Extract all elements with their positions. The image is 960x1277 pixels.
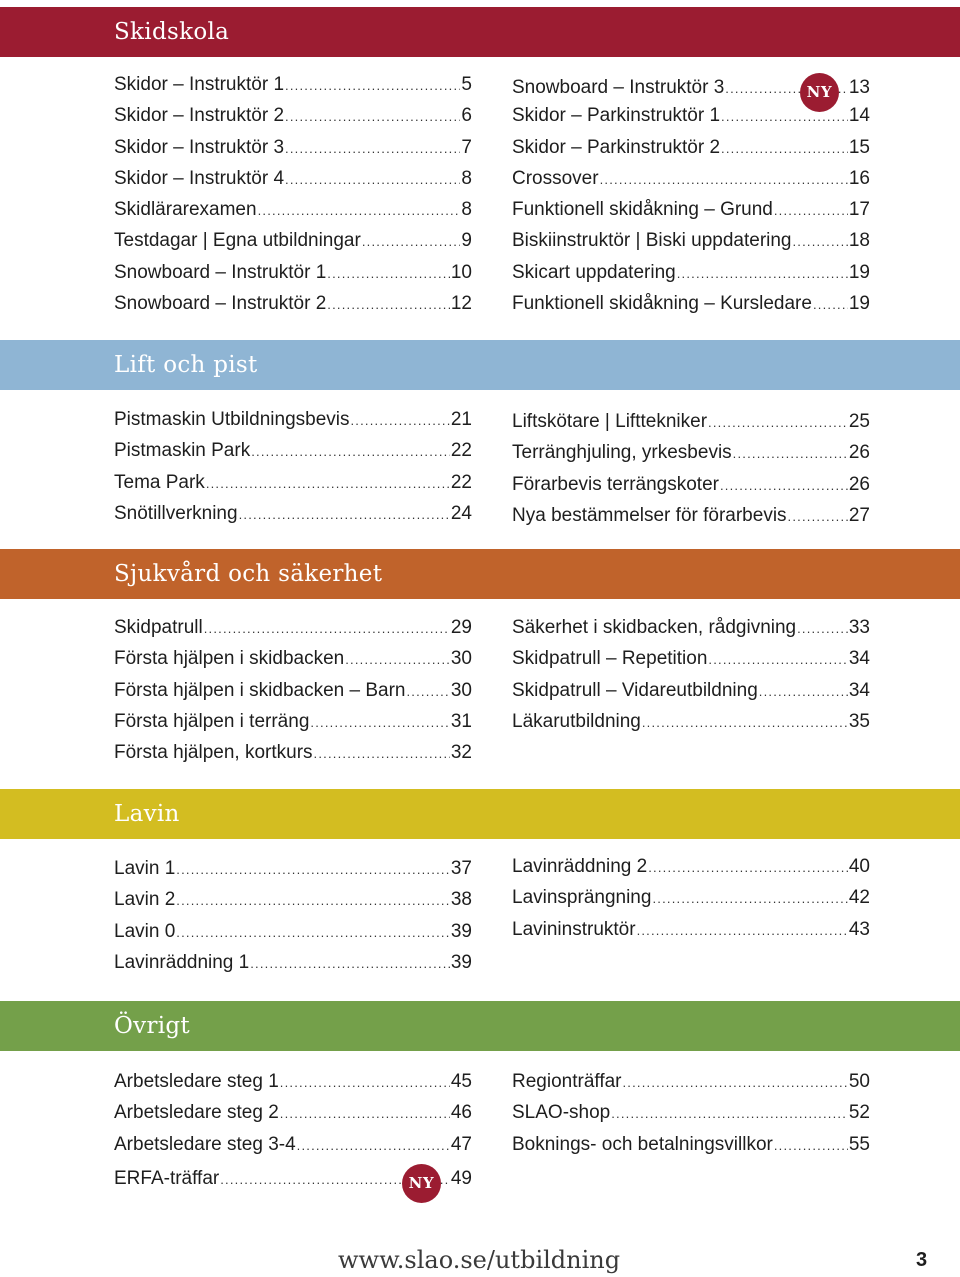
toc-entry-page: 38	[450, 889, 472, 911]
toc-entry-title: Säkerhet i skidbacken, rådgivning	[512, 617, 797, 638]
toc-entry-title: Förarbevis terrängskoter	[512, 473, 719, 495]
toc-entry	[114, 1066, 472, 1097]
toc-entry-page: 29	[450, 617, 472, 638]
toc-entry-title: Skidor – Instruktör 2	[114, 105, 285, 127]
toc-entry-page: 40	[848, 856, 870, 877]
dot-leader	[327, 258, 450, 289]
dot-leader	[611, 1098, 848, 1129]
dot-leader	[280, 1067, 450, 1098]
toc-column-left	[114, 612, 472, 768]
toc-entry-title: Pistmaskin Park	[114, 440, 251, 462]
toc-entry-page: 21	[450, 409, 472, 430]
toc-entry-page: 6	[461, 105, 472, 127]
dot-leader	[362, 226, 461, 257]
toc-entry-page: 22	[450, 471, 472, 493]
dot-leader	[600, 164, 848, 195]
dot-leader	[648, 852, 848, 883]
toc-entry-title: Snowboard – Instruktör 3	[512, 76, 725, 98]
toc-entry	[114, 288, 472, 319]
toc-entry-page: 13	[848, 76, 870, 98]
toc-entry	[114, 1129, 472, 1160]
dot-leader	[677, 258, 848, 289]
toc-entry-title: Skidpatrull	[114, 617, 203, 638]
toc-entry	[114, 132, 472, 163]
section-title: Övrigt	[114, 1013, 190, 1039]
toc-entry-page: 16	[848, 167, 870, 189]
toc-entry-page: 31	[450, 710, 472, 732]
toc-column-right	[512, 612, 870, 737]
toc-entry-title: SLAO-shop	[512, 1102, 611, 1124]
toc-entry	[114, 257, 472, 288]
toc-entry-title: Snowboard – Instruktör 2	[114, 293, 327, 315]
toc-entry-title: Nya bestämmelser för förarbevis	[512, 504, 787, 526]
toc-entry	[512, 132, 870, 163]
toc-entry-title: Funktionell skidåkning – Grund	[512, 199, 773, 221]
toc-entry-title: Regionträffar	[512, 1071, 622, 1092]
toc-entry-page: 42	[848, 887, 870, 909]
toc-entry-title: Skicart uppdatering	[512, 261, 676, 283]
dot-leader	[637, 915, 848, 946]
dot-leader	[813, 289, 848, 320]
toc-entry-page: 18	[848, 230, 870, 252]
toc-entry-page: 17	[848, 199, 870, 221]
toc-entry-page: 25	[848, 411, 870, 432]
toc-entry	[512, 437, 870, 468]
section-header-skidskola	[0, 7, 960, 57]
toc-entry-title: Biskiinstruktör | Biski uppdatering	[512, 230, 792, 252]
section-header-ovrigt	[0, 1001, 960, 1051]
toc-entry-page: 45	[450, 1071, 472, 1092]
dot-leader	[285, 133, 460, 164]
toc-entry	[114, 675, 472, 706]
dot-leader	[285, 70, 460, 101]
toc-entry	[512, 706, 870, 737]
dot-leader	[725, 73, 805, 104]
toc-entry	[114, 916, 472, 947]
toc-entry-page: 8	[461, 199, 472, 221]
toc-entry	[512, 643, 870, 674]
toc-entry-title: Läkarutbildning	[512, 710, 641, 732]
toc-entry-title: Crossover	[512, 167, 599, 189]
toc-column-left	[114, 1066, 472, 1191]
toc-entry-title: Lavinräddning 2	[512, 856, 648, 877]
section-header-lift-och-pist	[0, 340, 960, 390]
dot-leader	[351, 405, 450, 436]
toc-entry	[114, 100, 472, 131]
toc-entry-title: Lavinräddning 1	[114, 951, 250, 973]
toc-entry-title: Testdagar | Egna utbildningar	[114, 230, 361, 252]
toc-entry	[114, 737, 472, 768]
toc-entry-page: 30	[450, 679, 472, 701]
dot-leader	[345, 644, 450, 675]
toc-entry	[512, 1097, 870, 1128]
toc-entry-title: Arbetsledare steg 2	[114, 1102, 279, 1124]
dot-leader	[297, 1130, 450, 1161]
dot-leader	[285, 164, 460, 195]
dot-leader	[774, 195, 848, 226]
toc-entry-title: Arbetsledare steg 1	[114, 1071, 279, 1092]
toc-column-right	[512, 69, 870, 319]
dot-leader	[733, 438, 848, 469]
section-header-lavin	[0, 789, 960, 839]
toc-entry-title: Arbetsledare steg 3-4	[114, 1133, 296, 1155]
dot-leader	[280, 1098, 450, 1129]
toc-entry	[512, 500, 870, 531]
toc-column-left	[114, 853, 472, 978]
toc-entry	[114, 225, 472, 256]
toc-entry-page: 15	[848, 136, 870, 158]
toc-entry	[512, 288, 870, 319]
toc-entry-title: Första hjälpen i skidbacken – Barn	[114, 679, 406, 701]
dot-leader	[310, 707, 449, 738]
dot-leader	[788, 501, 848, 532]
dot-leader	[327, 289, 450, 320]
toc-entry	[512, 69, 870, 100]
toc-entry-title: Tema Park	[114, 471, 205, 493]
toc-entry	[114, 69, 472, 100]
toc-entry	[512, 406, 870, 437]
new-badge: NY	[402, 1164, 441, 1203]
toc-entry-page: 19	[848, 293, 870, 315]
toc-entry	[114, 194, 472, 225]
toc-entry	[512, 851, 870, 882]
dot-leader	[176, 885, 450, 916]
toc-entry-page: 49	[450, 1167, 472, 1189]
toc-entry-title: Skidor – Parkinstruktör 2	[512, 136, 721, 158]
toc-entry	[512, 225, 870, 256]
dot-leader	[285, 101, 460, 132]
toc-entry	[512, 914, 870, 945]
dot-leader	[440, 1164, 450, 1195]
toc-entry	[512, 469, 870, 500]
toc-entry-page: 14	[848, 105, 870, 127]
dot-leader	[759, 676, 848, 707]
toc-entry	[114, 853, 472, 884]
toc-entry-page: 8	[461, 167, 472, 189]
toc-entry-title: Lavin 2	[114, 889, 176, 911]
toc-entry-title: Lavin 1	[114, 858, 176, 879]
toc-entry-page: 12	[450, 293, 472, 315]
toc-entry-title: Snötillverkning	[114, 502, 238, 524]
section-title: Sjukvård och säkerhet	[114, 561, 383, 587]
toc-entry-page: 9	[461, 230, 472, 252]
dot-leader	[708, 644, 847, 675]
toc-entry-title: Boknings- och betalningsvillkor	[512, 1133, 773, 1155]
page-number: 3	[916, 1249, 928, 1271]
toc-entry-title: Skidor – Instruktör 3	[114, 136, 285, 158]
toc-entry-title: Snowboard – Instruktör 1	[114, 261, 327, 283]
dot-leader	[239, 499, 450, 530]
toc-entry-page: 10	[450, 261, 472, 283]
toc-entry-page: 27	[848, 504, 870, 526]
toc-entry-page: 52	[848, 1102, 870, 1124]
toc-entry	[512, 882, 870, 913]
toc-entry	[114, 706, 472, 737]
dot-leader	[708, 407, 848, 438]
toc-entry-title: Skidpatrull – Vidareutbildning	[512, 679, 758, 701]
toc-entry-page: 5	[461, 74, 472, 95]
toc-entry-title: ERFA-träffar	[114, 1167, 220, 1189]
toc-entry	[512, 257, 870, 288]
toc-entry	[114, 1160, 472, 1191]
dot-leader	[652, 883, 847, 914]
dot-leader	[176, 917, 450, 948]
toc-column-right	[512, 851, 870, 945]
toc-entry-page: 50	[848, 1071, 870, 1092]
toc-entry-title: Skidlärarexamen	[114, 199, 257, 221]
toc-entry	[114, 643, 472, 674]
dot-leader	[720, 470, 848, 501]
toc-entry-title: Liftskötare | Lifttekniker	[512, 411, 708, 432]
toc-entry-page: 43	[848, 918, 870, 940]
toc-entry	[114, 467, 472, 498]
toc-entry-title: Skidor – Parkinstruktör 1	[512, 105, 721, 127]
toc-entry	[114, 612, 472, 643]
toc-entry	[512, 1129, 870, 1160]
toc-entry	[114, 404, 472, 435]
toc-entry-title: Första hjälpen i terräng	[114, 710, 310, 732]
toc-entry	[114, 498, 472, 529]
dot-leader	[204, 613, 450, 644]
dot-leader	[258, 195, 461, 226]
toc-entry-page: 26	[848, 473, 870, 495]
toc-entry-title: Lavininstruktör	[512, 918, 636, 940]
toc-entry-title: Terränghjuling, yrkesbevis	[512, 442, 732, 464]
section-header-sjukvard	[0, 549, 960, 599]
toc-entry-title: Funktionell skidåkning – Kursledare	[512, 293, 812, 315]
toc-entry-page: 30	[450, 648, 472, 670]
dot-leader	[793, 226, 848, 257]
toc-entry-page: 34	[848, 679, 870, 701]
toc-entry-title: Lavin 0	[114, 920, 176, 942]
toc-entry-page: 33	[848, 617, 870, 638]
toc-entry-page: 55	[848, 1133, 870, 1155]
toc-entry-title: Skidor – Instruktör 4	[114, 167, 285, 189]
toc-entry-page: 34	[848, 648, 870, 670]
toc-entry-page: 19	[848, 261, 870, 283]
dot-leader	[220, 1164, 407, 1195]
dot-leader	[721, 133, 848, 164]
toc-entry-title: Första hjälpen, kortkurs	[114, 742, 313, 764]
toc-column-right	[512, 406, 870, 531]
toc-entry-title: Lavinsprängning	[512, 887, 652, 909]
toc-entry	[114, 884, 472, 915]
toc-entry-page: 37	[450, 858, 472, 879]
dot-leader	[206, 468, 450, 499]
toc-column-right	[512, 1066, 870, 1160]
toc-entry-page: 22	[450, 440, 472, 462]
dot-leader	[623, 1067, 848, 1098]
dot-leader	[250, 948, 450, 979]
toc-entry	[512, 194, 870, 225]
toc-entry	[114, 947, 472, 978]
toc-entry	[512, 675, 870, 706]
dot-leader	[176, 854, 450, 885]
section-title: Lift och pist	[114, 352, 258, 378]
toc-entry-page: 35	[848, 710, 870, 732]
footer-url[interactable]: www.slao.se/utbildning	[338, 1246, 621, 1274]
toc-entry-page: 47	[450, 1133, 472, 1155]
toc-entry	[114, 1097, 472, 1128]
toc-entry	[114, 435, 472, 466]
toc-entry-page: 26	[848, 442, 870, 464]
toc-entry-page: 39	[450, 920, 472, 942]
dot-leader	[797, 613, 848, 644]
toc-entry	[512, 163, 870, 194]
dot-leader	[251, 436, 450, 467]
toc-entry-title: Pistmaskin Utbildningsbevis	[114, 409, 350, 430]
toc-entry-title: Första hjälpen i skidbacken	[114, 648, 345, 670]
section-title: Lavin	[114, 801, 180, 827]
toc-column-left	[114, 404, 472, 529]
toc-entry-title: Skidor – Instruktör 1	[114, 74, 285, 95]
toc-entry-page: 46	[450, 1102, 472, 1124]
dot-leader	[314, 738, 450, 769]
toc-entry-page: 7	[461, 136, 472, 158]
toc-entry	[512, 612, 870, 643]
dot-leader	[774, 1130, 848, 1161]
dot-leader	[407, 676, 450, 707]
dot-leader	[838, 73, 848, 104]
section-title: Skidskola	[114, 19, 230, 45]
toc-entry-title: Skidpatrull – Repetition	[512, 648, 708, 670]
toc-entry	[512, 1066, 870, 1097]
toc-entry-page: 24	[450, 502, 472, 524]
toc-column-left	[114, 69, 472, 319]
toc-entry	[114, 163, 472, 194]
toc-entry-page: 32	[450, 742, 472, 764]
dot-leader	[642, 707, 848, 738]
new-badge: NY	[800, 73, 839, 112]
toc-entry-page: 39	[450, 951, 472, 973]
